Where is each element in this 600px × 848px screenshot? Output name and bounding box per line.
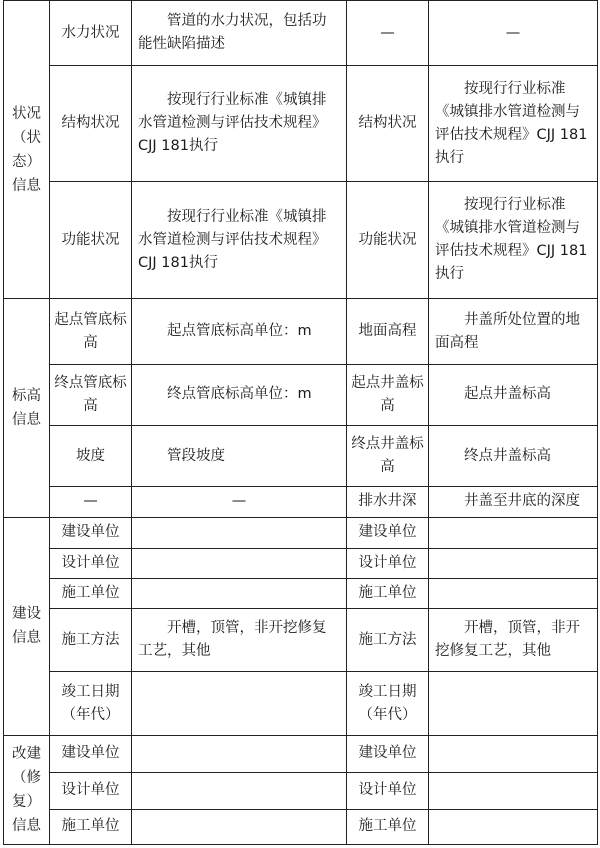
field-desc (132, 809, 347, 844)
field-desc-2 (429, 672, 598, 735)
field-desc: — (132, 487, 347, 517)
field-desc-2: 起点井盖标高 (429, 364, 598, 425)
field-name-2: 起点井盖标高 (347, 364, 429, 425)
field-name-2: 地面高程 (347, 299, 429, 364)
group-label-rebuild: 改建 （修复） 信息 (4, 735, 50, 844)
field-name: 施工单位 (50, 809, 132, 844)
field-name-2: — (347, 1, 429, 66)
field-desc-2 (429, 809, 598, 844)
field-name-2: 施工方法 (347, 608, 429, 671)
table-row (4, 735, 598, 772)
field-desc (132, 578, 347, 608)
field-name-2: 终点井盖标高 (347, 426, 429, 487)
pipeline-info-table (3, 0, 598, 845)
group-label-construction: 建设 信息 (4, 517, 50, 735)
field-name-2: 建设单位 (347, 517, 429, 548)
group-label-status: 状况 （状态） 信息 (4, 1, 50, 299)
field-desc-2: 按现行行业标准《城镇排水管道检测与评估技术规程》CJJ 181执行 (429, 66, 598, 181)
field-desc-2: 终点井盖标高 (429, 426, 598, 487)
table-row (4, 299, 598, 364)
field-name: 施工方法 (50, 608, 132, 671)
field-name: 坡度 (50, 426, 132, 487)
field-desc: 按现行行业标准《城镇排水管道检测与评估技术规程》CJJ 181执行 (132, 181, 347, 298)
group-label-elevation: 标高 信息 (4, 299, 50, 517)
field-desc (132, 548, 347, 578)
field-desc-2 (429, 735, 598, 772)
field-desc-2: 开槽，顶管，非开挖修复工艺，其他 (429, 608, 598, 671)
field-desc (132, 672, 347, 735)
table-row (4, 181, 598, 298)
field-desc-2 (429, 517, 598, 548)
field-desc: 起点管底标高单位：m (132, 299, 347, 364)
field-name-2: 排水井深 (347, 487, 429, 517)
field-desc-2: 井盖所处位置的地面高程 (429, 299, 598, 364)
field-desc-2 (429, 773, 598, 809)
field-name-2: 结构状况 (347, 66, 429, 181)
field-name: 建设单位 (50, 735, 132, 772)
field-name-2: 建设单位 (347, 735, 429, 772)
field-name-2: 施工单位 (347, 809, 429, 844)
field-desc (132, 773, 347, 809)
table-row (4, 364, 598, 425)
table-row (4, 773, 598, 809)
table-row (4, 548, 598, 578)
field-name: 设计单位 (50, 548, 132, 578)
field-name: 竣工日期（年代） (50, 672, 132, 735)
field-desc-2: 井盖至井底的深度 (429, 487, 598, 517)
field-desc: 终点管底标高单位：m (132, 364, 347, 425)
field-desc: 管段坡度 (132, 426, 347, 487)
table-row (4, 66, 598, 181)
field-desc (132, 735, 347, 772)
field-desc: 管道的水力状况，包括功能性缺陷描述 (132, 1, 347, 66)
field-name-2: 施工单位 (347, 578, 429, 608)
field-name: 建设单位 (50, 517, 132, 548)
field-desc-2: 按现行行业标准《城镇排水管道检测与评估技术规程》CJJ 181执行 (429, 181, 598, 298)
field-name: 终点管底标高 (50, 364, 132, 425)
field-desc (132, 517, 347, 548)
field-name-2: 设计单位 (347, 773, 429, 809)
field-desc-2: — (429, 1, 598, 66)
field-desc-2 (429, 548, 598, 578)
field-name: 水力状况 (50, 1, 132, 66)
table-row (4, 608, 598, 671)
field-name: 起点管底标高 (50, 299, 132, 364)
field-name-2: 设计单位 (347, 548, 429, 578)
field-name: 施工单位 (50, 578, 132, 608)
field-desc: 开槽，顶管，非开挖修复工艺，其他 (132, 608, 347, 671)
table-row (4, 487, 598, 517)
table-row (4, 809, 598, 844)
table-row (4, 672, 598, 735)
field-name-2: 功能状况 (347, 181, 429, 298)
field-desc-2 (429, 578, 598, 608)
table-row (4, 578, 598, 608)
field-name: 设计单位 (50, 773, 132, 809)
field-desc: 按现行行业标准《城镇排水管道检测与评估技术规程》CJJ 181执行 (132, 66, 347, 181)
field-name-2: 竣工日期（年代） (347, 672, 429, 735)
table-row (4, 1, 598, 66)
table-row (4, 517, 598, 548)
field-name: 功能状况 (50, 181, 132, 298)
field-name: — (50, 487, 132, 517)
field-name: 结构状况 (50, 66, 132, 181)
table-row (4, 426, 598, 487)
